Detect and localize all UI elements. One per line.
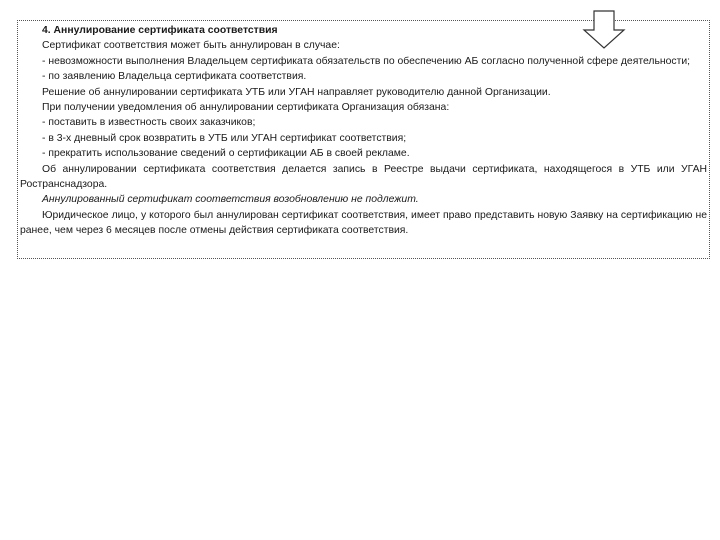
paragraph-9: Об аннулировании сертификата соответствия делается запись в Реестре выдачи сертификата, находящегося в УТБ или УГАН Ространснадзора. — [20, 163, 707, 191]
paragraph-10: Аннулированный сертификат соответствия возобновлению не подлежит. — [42, 194, 419, 206]
paragraph-2: - невозможности выполнения Владельцем сертификата обязательств по обеспечению АБ согласно полученной сфере деятельности; — [42, 55, 691, 67]
text-block — [17, 20, 710, 259]
paragraph-1: Сертификат соответствия может быть аннулирован в случае: — [42, 40, 340, 52]
paragraph-4: Решение об аннулировании сертификата УТБ или УГАН направляет руководителю данной Организации. — [42, 86, 551, 98]
paragraph-5: При получении уведомления об аннулировании сертификата Организация обязана: — [42, 102, 450, 114]
paragraph-6: - поставить в известность своих заказчиков; — [42, 117, 256, 129]
paragraph-3: - по заявлению Владельца сертификата соответствия. — [42, 71, 307, 83]
paragraph-11: Юридическое лицо, у которого был аннулирован сертификат соответствия, имеет право представить новую Заявку на сертификацию не ранее, чем через 6 месяцев после отмены действия сертификата соответствия. — [20, 209, 707, 237]
section-heading: 4. Аннулирование сертификата соответствия — [42, 25, 278, 36]
down-arrow-icon — [582, 10, 626, 50]
paragraph-7: - в 3-х дневный срок возвратить в УТБ или УГАН сертификат соответствия; — [42, 132, 407, 144]
paragraph-8: - прекратить использование сведений о сертификации АБ в своей рекламе. — [42, 148, 410, 160]
